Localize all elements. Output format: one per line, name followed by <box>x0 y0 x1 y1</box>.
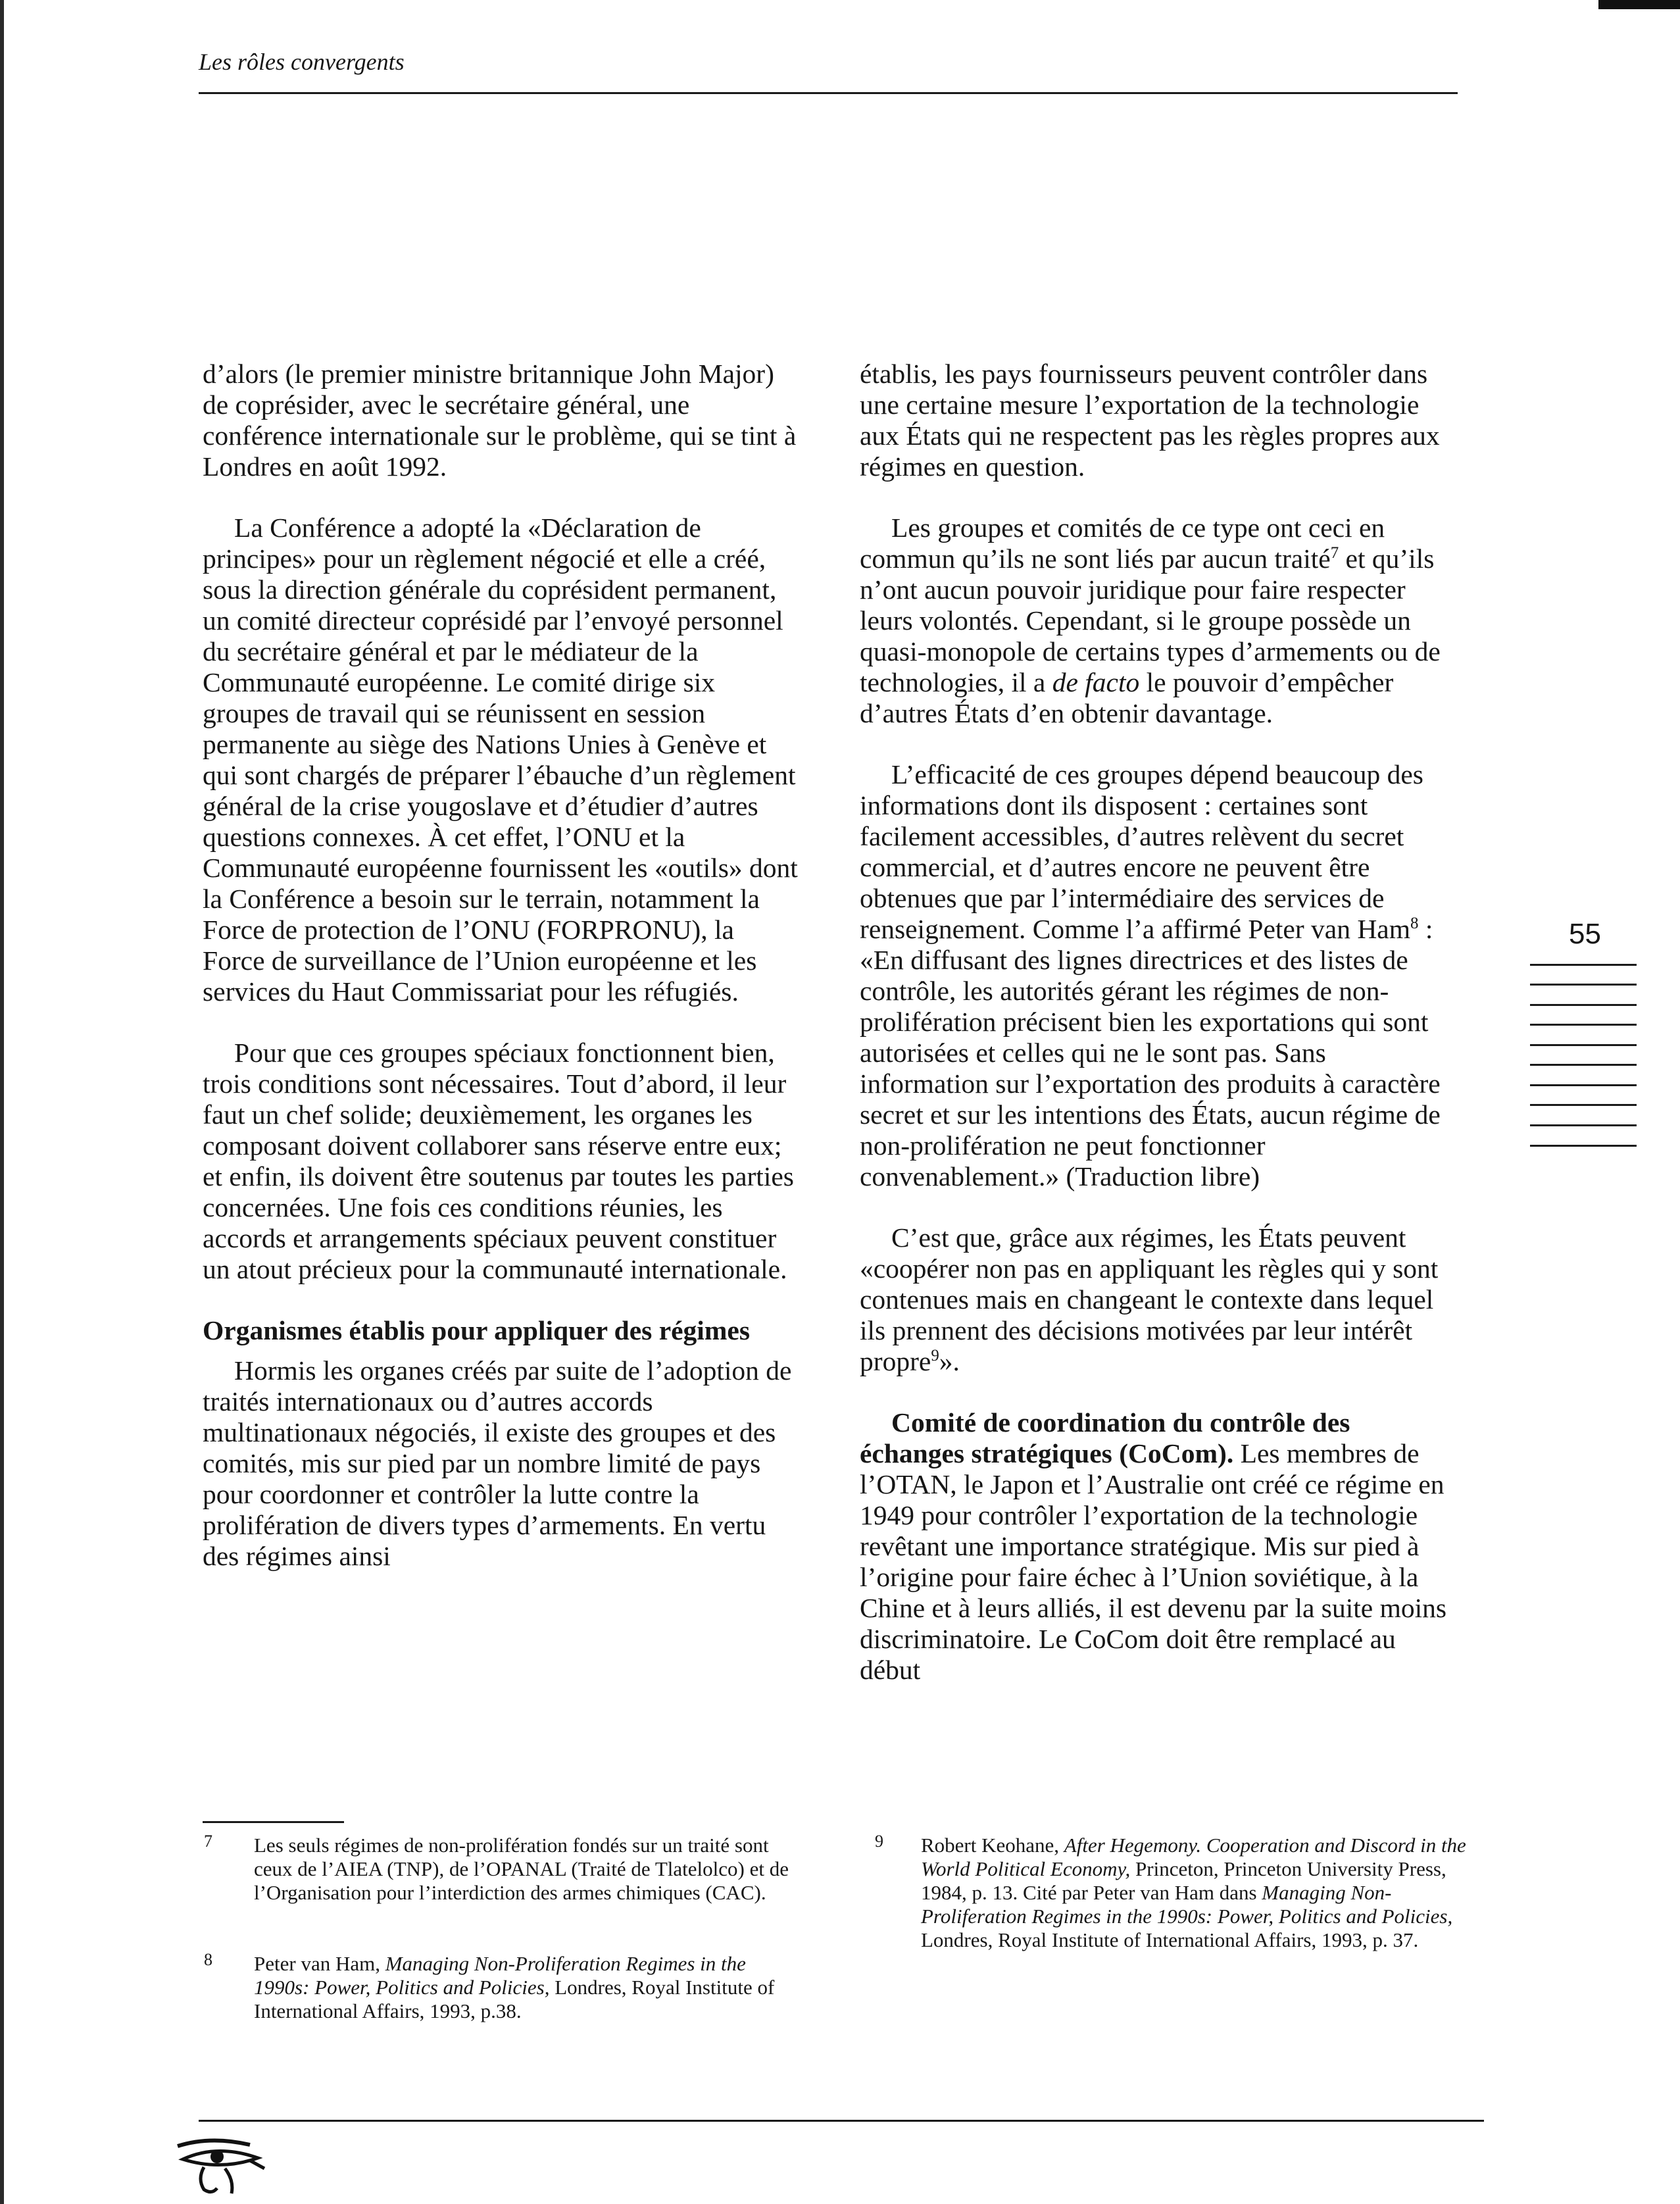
footnote-text <box>921 1834 1467 1952</box>
text: Les groupes et comités de ce type ont ceci en commun qu’ils ne sont liés par aucun traité <box>860 513 1385 574</box>
header-rule <box>199 92 1458 94</box>
italic-text: After Hegemony. Cooperation and Discord in the World Political Economy, <box>921 1834 1466 1880</box>
footnote-9 <box>875 1834 1467 1952</box>
paragraph: Pour que ces groupes spéciaux fonctionnent bien, trois conditions sont nécessaires. Tout d’abord, il leur faut un chef solide; deuxièmement, les organes les composant doivent collaborer sans réserve entre eux; et enfin, ils doivent être soutenus par toutes les parties concernées. Une fois ces conditions réunies, les accords et arrangements spéciaux peuvent constituer un atout précieux pour la communauté internationale. <box>203 1038 794 1284</box>
paragraph <box>860 1407 1452 1686</box>
footer-rule <box>199 2120 1484 2122</box>
text: Princeton, Princeton University Press, 1984, p. 13. Cité par Peter van Ham dans <box>921 1857 1446 1904</box>
footnote-ref: 7 <box>1330 544 1339 563</box>
running-title: Les rôles convergents <box>199 49 405 75</box>
margin-line <box>1530 1044 1637 1046</box>
footnote-text <box>254 1952 796 2023</box>
text: Robert Keohane, <box>921 1834 1064 1857</box>
paragraph: La Conférence a adopté la «Déclaration de principes» pour un règlement négocié et elle a créé, sous la direction générale du coprésident permanent, un comité directeur coprésidé par l’envoyé personnel du secrétaire général et par le médiateur de la Communauté européenne. Le comité dirige six groupes de travail qui se réunissent en session permanente au siège des Nations Unies à Genève et qui sont chargés de préparer l’ébauche d’un règlement général de la crise yougoslave et d’étudier d’autres questions connexes. À cet effet, l’ONU et la Communauté européenne fournissent les «outils» dont la Conférence a besoin sur le terrain, notamment la Force de protection de l’ONU (FORPRONU), la Force de surveillance de l’Union européenne et les services du Haut Commissariat pour les réfugiés. <box>203 513 798 1007</box>
text: L’efficacité de ces groupes dépend beaucoup des informations dont ils disposent : certaines sont facilement accessibles, d’autres relèvent du secret commercial, et d’autres encore ne peuvent être obtenues que par l’intermédiaire des services de renseignement. Comme l’a affirmé Peter van Ham <box>860 759 1423 944</box>
footnote-ref: 9 <box>931 1347 939 1365</box>
text: Londres, Royal Institute of International Affairs, 1993, p. 37. <box>921 1928 1419 1951</box>
italic-text: de facto <box>1052 667 1140 697</box>
margin-line <box>1530 1145 1637 1147</box>
margin-line <box>1530 1124 1637 1126</box>
margin-line <box>1530 964 1637 966</box>
paragraph <box>860 513 1452 729</box>
margin-line <box>1530 1084 1637 1086</box>
text: et qu’ils n’ont aucun pouvoir juridique pour faire respecter leurs volontés. Cependant, si le groupe possède un quasi-monopole de certains types d’armements ou de technologies, il a <box>860 543 1441 697</box>
margin-line <box>1530 1064 1637 1066</box>
left-column <box>203 359 803 1602</box>
paragraph-lead: Comité de coordination du contrôle des échanges stratégiques (CoCom). <box>860 1407 1350 1468</box>
eye-of-horus-logo <box>171 2132 270 2197</box>
footnote-number: 8 <box>204 1950 212 1969</box>
text: C’est que, grâce aux régimes, les États peuvent «coopérer non pas en appliquant les règles qui y sont contenues mais en changeant le contexte dans lequel ils prennent des décisions motivées par leur intérêt propre <box>860 1222 1439 1376</box>
footnote-ref: 8 <box>1410 914 1419 933</box>
paragraph <box>860 759 1452 1192</box>
right-column <box>860 359 1452 1716</box>
text: Peter van Ham, <box>254 1952 385 1975</box>
text: ». <box>939 1346 960 1376</box>
section-heading: Organismes établis pour appliquer des régimes <box>203 1315 750 1345</box>
margin-line <box>1530 984 1637 986</box>
margin-line <box>1530 1104 1637 1106</box>
footnote-number: 7 <box>204 1832 212 1851</box>
footnote-text: Les seuls régimes de non-prolifération fondés sur un traité sont ceux de l’AIEA (TNP), de l’OPANAL (Traité de Tlatelolco) et de l’Organisation pour l’interdiction des armes chimiques (CAC). <box>254 1834 789 1904</box>
text: Les membres de l’OTAN, le Japon et l’Australie ont créé ce régime en 1949 pour contrôler l’exportation de la technologie revêtant une importance stratégique. Mis sur pied à l’origine pour faire échec à l’Union soviétique, à la Chine et à leurs alliés, il est devenu par la suite moins discriminatoire. Le CoCom doit être remplacé au début <box>860 1438 1447 1685</box>
italic-text: Managing Non-Proliferation Regimes in the 1990s: Power, Politics and Policies, <box>921 1881 1453 1928</box>
text: : «En diffusant des lignes directrices et des listes de contrôle, les autorités gérant les régimes de non-prolifération précisent bien les exportations qui sont autorisées et celles qui ne le sont pas. Sans information sur l’exportation des produits à caractère secret et sur les intentions des États, aucun régime de non-prolifération ne peut fonctionner convenablement.» (Traduction libre) <box>860 914 1441 1191</box>
scan-edge <box>0 0 4 2204</box>
paragraph: établis, les pays fournisseurs peuvent contrôler dans une certaine mesure l’exportation de la technologie aux États qui ne respectent pas les règles propres aux régimes en question. <box>860 359 1440 482</box>
text: le pouvoir d’empêcher d’autres États d’en obtenir davantage. <box>860 667 1394 728</box>
paragraph <box>860 1222 1452 1377</box>
footnote-rule <box>203 1821 344 1823</box>
margin-line <box>1530 1004 1637 1006</box>
text: Londres, Royal Institute of International Affairs, 1993, p.38. <box>254 1976 775 2022</box>
page-number: 55 <box>1569 918 1601 950</box>
scan-corner-mark <box>1598 0 1680 9</box>
footnote-8 <box>204 1952 796 2023</box>
footnote-7 <box>204 1834 796 1905</box>
italic-text: Managing Non-Proliferation Regimes in the 1990s: Power, Politics and Policies, <box>254 1952 746 1999</box>
paragraph: Hormis les organes créés par suite de l’adoption de traités internationaux ou d’autres accords multinationaux négociés, il existe des groupes et des comités, mis sur pied par un nombre limité de pays pour coordonner et contrôler la lutte contre la prolifération de divers types d’armements. En vertu des régimes ainsi <box>203 1355 792 1571</box>
margin-line <box>1530 1024 1637 1026</box>
paragraph: d’alors (le premier ministre britannique John Major) de coprésider, avec le secrétaire général, une conférence internationale sur le problème, qui se tint à Londres en août 1992. <box>203 359 797 482</box>
footnote-number: 9 <box>875 1832 883 1851</box>
